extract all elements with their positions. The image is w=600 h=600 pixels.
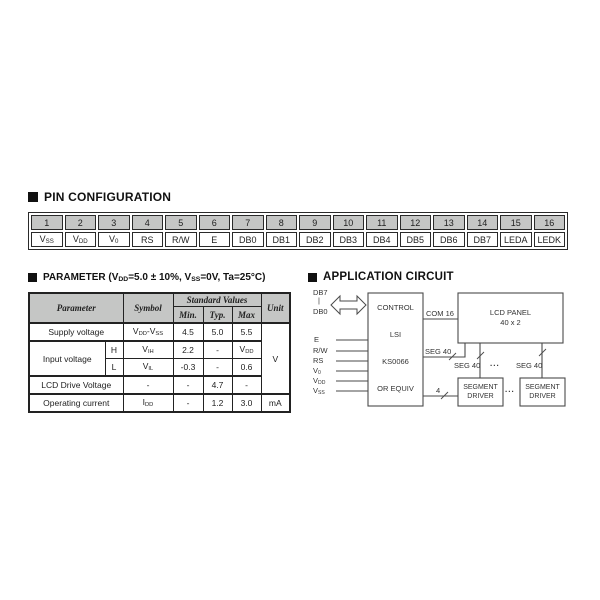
param-max: 5.5	[232, 323, 261, 341]
pin-numbers-row	[31, 215, 565, 230]
pin-number-cell: 1	[31, 215, 63, 230]
param-max: 0.6	[232, 359, 261, 377]
param-symbol: $V_{IH}$	[123, 341, 173, 359]
pin-number-cell: 14	[467, 215, 499, 230]
signal-label-vss: $V_{SS}$	[313, 386, 325, 396]
pin-number-cell: 3	[98, 215, 130, 230]
pin-configuration-title: PIN CONFIGURATION	[44, 190, 172, 204]
signal-label-pipe: |	[318, 296, 320, 305]
pin-number-cell: 2	[65, 215, 97, 230]
param-symbol: $I_{DD}$	[123, 394, 173, 412]
pin-number-cell: 8	[266, 215, 298, 230]
pin-names-row	[31, 232, 565, 247]
driver1-line1: SEGMENT	[463, 384, 498, 391]
pin-configuration-heading	[28, 190, 171, 204]
pin-name-cell: $V_{SS}$	[31, 232, 63, 247]
signal-label-db0: DB0	[313, 307, 328, 316]
col-header-unit: Unit	[261, 293, 290, 323]
pin-name-cell: R/W	[165, 232, 197, 247]
control-line4: OR EQUIV	[377, 384, 414, 393]
ellipsis-label: ...	[505, 385, 515, 394]
pin-number-cell: 13	[433, 215, 465, 230]
col-header-symbol: Symbol	[123, 293, 173, 323]
pin-name-cell: DB4	[366, 232, 398, 247]
param-name: Operating current	[29, 394, 123, 412]
col-header-min: Min.	[173, 307, 203, 324]
data-bus-arrow-icon	[331, 296, 366, 314]
control-line2: LSI	[389, 330, 402, 339]
parameter-table	[28, 292, 291, 413]
pin-number-cell: 6	[199, 215, 231, 230]
table-row	[29, 341, 290, 359]
pin-number-cell: 9	[299, 215, 331, 230]
param-unit-milliamps: mA	[261, 394, 290, 412]
pin-name-cell: DB7	[467, 232, 499, 247]
section-bullet-icon	[28, 273, 37, 282]
ellipsis-label: ...	[490, 359, 500, 368]
parameter-heading	[28, 272, 265, 283]
bus-label-seg40: SEG 40	[454, 361, 481, 370]
bus-label-seg40: SEG 40	[516, 361, 543, 370]
bus-label-seg40: SEG 40	[425, 347, 452, 356]
param-unit-volts: V	[261, 323, 290, 394]
param-typ: 5.0	[203, 323, 232, 341]
pin-name-cell: LEDA	[500, 232, 532, 247]
param-typ: 1.2	[203, 394, 232, 412]
pin-number-cell: 15	[500, 215, 532, 230]
pin-number-cell: 11	[366, 215, 398, 230]
param-name: Input voltage	[29, 341, 105, 376]
table-row	[29, 323, 290, 341]
signal-label-rw: R/W	[313, 346, 328, 355]
param-symbol: -	[123, 376, 173, 394]
signal-label-e: E	[314, 335, 320, 344]
section-bullet-icon	[308, 273, 317, 282]
param-level: L	[105, 359, 123, 377]
driver2-line2: DRIVER	[529, 393, 556, 400]
col-header-standard-values: Standard Values	[173, 293, 261, 307]
pin-name-cell: $V_0$	[98, 232, 130, 247]
param-max: $V_{DD}$	[232, 341, 261, 359]
section-bullet-icon	[28, 192, 38, 202]
control-line1: CONTROL	[377, 303, 414, 312]
table-row	[29, 376, 290, 394]
pin-name-cell: $V_{DD}$	[65, 232, 97, 247]
bus-label-com16: COM 16	[426, 309, 454, 318]
control-lsi-box	[368, 293, 423, 406]
param-max: 3.0	[232, 394, 261, 412]
segment-driver1-box	[458, 378, 503, 406]
pin-name-cell: DB0	[232, 232, 264, 247]
driver1-line2: DRIVER	[467, 393, 494, 400]
control-line3: KS0066	[382, 357, 409, 366]
param-min: -	[173, 376, 203, 394]
col-header-parameter: Parameter	[29, 293, 123, 323]
driver2-line1: SEGMENT	[525, 384, 560, 391]
pin-name-cell: DB6	[433, 232, 465, 247]
signal-label-rs: RS	[313, 356, 324, 365]
application-circuit-heading	[308, 271, 454, 283]
lcd-panel-box	[458, 293, 563, 343]
parameter-title: PARAMETER ($V_{DD}=5.0 \pm 10\%$, $V_{SS}=0V$, Ta=25°C)	[43, 272, 266, 284]
param-typ: 4.7	[203, 376, 232, 394]
pin-name-cell: DB5	[400, 232, 432, 247]
param-min: 2.2	[173, 341, 203, 359]
param-min: -0.3	[173, 359, 203, 377]
pin-name-cell: DB2	[299, 232, 331, 247]
table-row	[29, 394, 290, 412]
signal-label-vdd: $V_{DD}$	[313, 376, 326, 386]
pin-number-cell: 12	[400, 215, 432, 230]
pin-name-cell: E	[199, 232, 231, 247]
segment-driver2-box	[520, 378, 565, 406]
pin-name-cell: DB3	[333, 232, 365, 247]
pin-number-cell: 4	[132, 215, 164, 230]
param-name: LCD Drive Voltage	[29, 376, 123, 394]
param-symbol: $V_{DD}-V_{SS}$	[123, 323, 173, 341]
param-name: Supply voltage	[29, 323, 123, 341]
pin-number-cell: 16	[534, 215, 566, 230]
signal-label-v0: $V_0$	[313, 366, 321, 376]
param-max: -	[232, 376, 261, 394]
pin-name-cell: DB1	[266, 232, 298, 247]
param-min: -	[173, 394, 203, 412]
bus-label-four: 4	[436, 386, 441, 395]
param-typ: -	[203, 341, 232, 359]
lcd-panel-line2: 40 x 2	[500, 318, 521, 327]
pin-configuration-table	[28, 212, 568, 250]
pin-number-cell: 5	[165, 215, 197, 230]
signal-label-db7: DB7	[313, 288, 328, 297]
param-min: 4.5	[173, 323, 203, 341]
param-level: H	[105, 341, 123, 359]
param-symbol: $V_{IL}$	[123, 359, 173, 377]
col-header-max: Max	[232, 307, 261, 324]
param-typ: -	[203, 359, 232, 377]
lcd-panel-line1: LCD PANEL	[489, 308, 532, 317]
pin-number-cell: 7	[232, 215, 264, 230]
application-circuit-title: APPLICATION CIRCUIT	[323, 271, 454, 283]
pin-name-cell: LEDK	[534, 232, 566, 247]
pin-name-cell: RS	[132, 232, 164, 247]
pin-number-cell: 10	[333, 215, 365, 230]
col-header-typ: Typ.	[203, 307, 232, 324]
